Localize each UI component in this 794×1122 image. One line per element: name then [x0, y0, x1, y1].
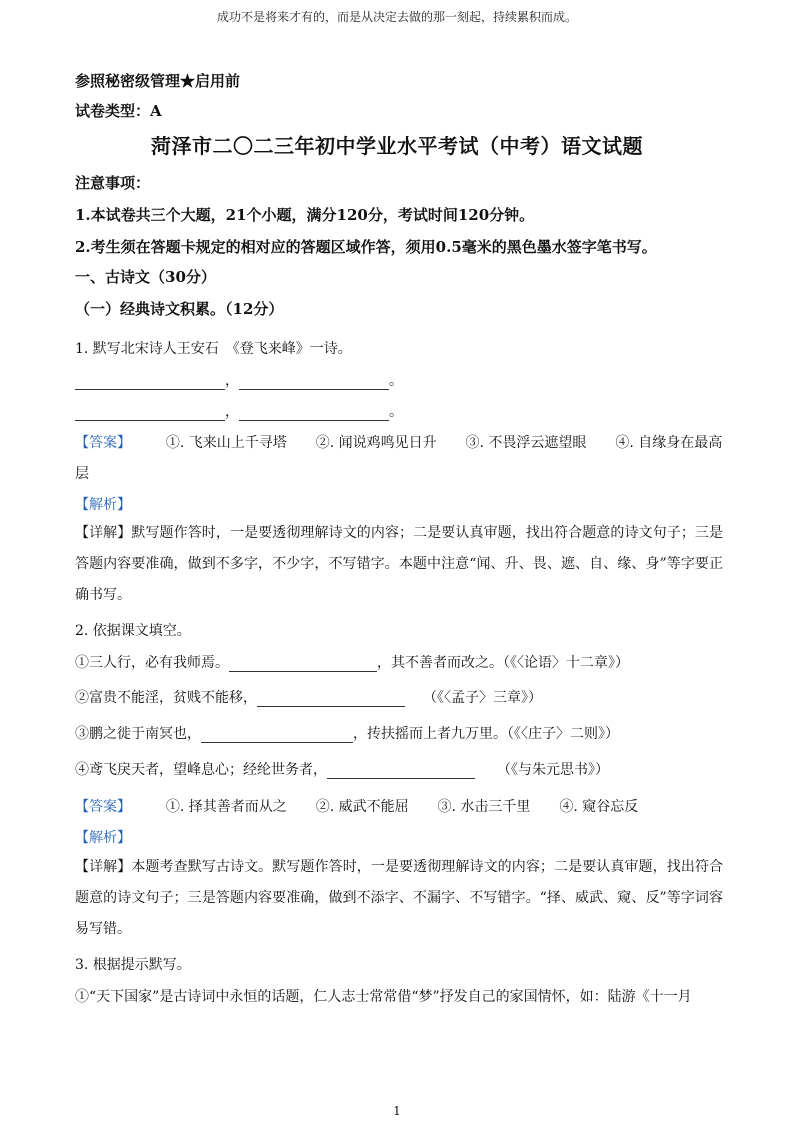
- line-text: ，抟扶摇而上者九万里。（《〈庄子〉二则》）: [353, 726, 619, 742]
- line-text: ④鸢飞戾天者，望峰息心；经纶世务者，: [75, 762, 327, 778]
- answer-tag: 【答案】: [75, 799, 131, 815]
- q2-prompt: 2. 依据课文填空。: [75, 623, 191, 639]
- answer-blank[interactable]: [229, 657, 377, 672]
- answer-blank[interactable]: [327, 764, 475, 779]
- answer-blank[interactable]: [239, 375, 389, 390]
- paper-type-label: 试卷类型：A: [75, 102, 162, 120]
- answer-blank[interactable]: [239, 406, 389, 421]
- notes-item-2: 2.考生须在答题卡规定的相对应的答题区域作答，须用0.5毫米的黑色墨水签字笔书写。: [75, 238, 657, 256]
- answer-item: ④. 自缘身在最高: [615, 435, 723, 451]
- subsection-heading-1: （一）经典诗文积累。（12分）: [75, 300, 284, 318]
- answer-item: ③. 不畏浮云遮望眼: [465, 435, 587, 451]
- notes-heading: 注意事项：: [75, 174, 151, 192]
- q1-detail: 【详解】默写题作答时，一是要透彻理解诗文的内容；二是要认真审题，找出符合题意的诗文句子；三是答题内容要准确，做到不多字，不少字，不写错字。本题中注意“闻、升、畏、遮、自、缘、身”等字要正确书写。: [75, 525, 723, 603]
- q2-line-4: [75, 759, 609, 779]
- q3-line-1: ①“天下国家”是古诗词中永恒的话题，仁人志士常常借“梦”抒发自己的家国情怀，如：陆游《十一月: [75, 989, 692, 1005]
- answer-blank[interactable]: [75, 375, 225, 390]
- section-heading-1: 一、古诗文（30分）: [75, 268, 216, 286]
- q2-line-1: [75, 652, 629, 672]
- answer-tag: 【答案】: [75, 435, 131, 451]
- q3-prompt: 3. 根据提示默写。: [75, 957, 191, 973]
- line-text: （《与朱元思书》）: [497, 762, 609, 778]
- punct: 。: [389, 373, 403, 389]
- analysis-tag: 【解析】: [75, 830, 131, 846]
- punct: ，: [225, 404, 239, 420]
- line-text: ③鹏之徙于南冥也，: [75, 726, 201, 742]
- page-number: 1: [393, 1104, 401, 1118]
- q2-line-2: [75, 687, 542, 707]
- q2-detail: 【详解】本题考查默写古诗文。默写题作答时，一是要透彻理解诗文的内容；二是要认真审题，找出符合题意的诗文句子；三是答题内容要准确，做到不添字、不漏字、不写错字。“择、威武、窥、反”等字词容易写错。: [75, 859, 723, 937]
- punct: ，: [225, 373, 239, 389]
- line-text: ①三人行，必有我师焉。: [75, 655, 229, 671]
- notes-item-1: 1.本试卷共三个大题，21个小题，满分120分，考试时间120分钟。: [75, 206, 535, 224]
- line-text: ②富贵不能淫，贫贱不能移，: [75, 690, 257, 706]
- page-header-motto: 成功不是将来才有的，而是从决定去做的那一刻起，持续累积而成。: [216, 10, 577, 24]
- q1-prompt: 1. 默写北宋诗人王安石 《登飞来峰》一诗。: [75, 341, 352, 357]
- answer-blank[interactable]: [201, 728, 353, 743]
- answer-blank[interactable]: [257, 692, 405, 707]
- q1-blank-row-1: [75, 370, 403, 390]
- q1-answer-wrap: 层: [75, 466, 89, 482]
- answer-item: ③. 水击三千里: [437, 799, 531, 815]
- answer-item: ④. 窥谷忘反: [559, 799, 639, 815]
- answer-blank[interactable]: [75, 406, 225, 421]
- analysis-tag: 【解析】: [75, 497, 131, 513]
- answer-item: ②. 威武不能屈: [315, 799, 409, 815]
- line-text: ，其不善者而改之。（《〈论语〉十二章》）: [377, 655, 629, 671]
- q1-answer-row: [75, 432, 722, 452]
- answer-item: ①. 飞来山上千寻塔: [165, 435, 287, 451]
- answer-item: ①. 择其善者而从之: [165, 799, 287, 815]
- q2-line-3: [75, 723, 619, 743]
- line-text: （《〈孟子〉三章》）: [423, 690, 542, 706]
- exam-title: 菏泽市二〇二三年初中学业水平考试（中考）语文试题: [151, 134, 643, 158]
- answer-item: ②. 闻说鸡鸣见日升: [315, 435, 437, 451]
- punct: 。: [389, 404, 403, 420]
- q2-answer-row: [75, 796, 638, 816]
- q1-blank-row-2: [75, 401, 403, 421]
- secrecy-label: 参照秘密级管理★启用前: [75, 72, 241, 90]
